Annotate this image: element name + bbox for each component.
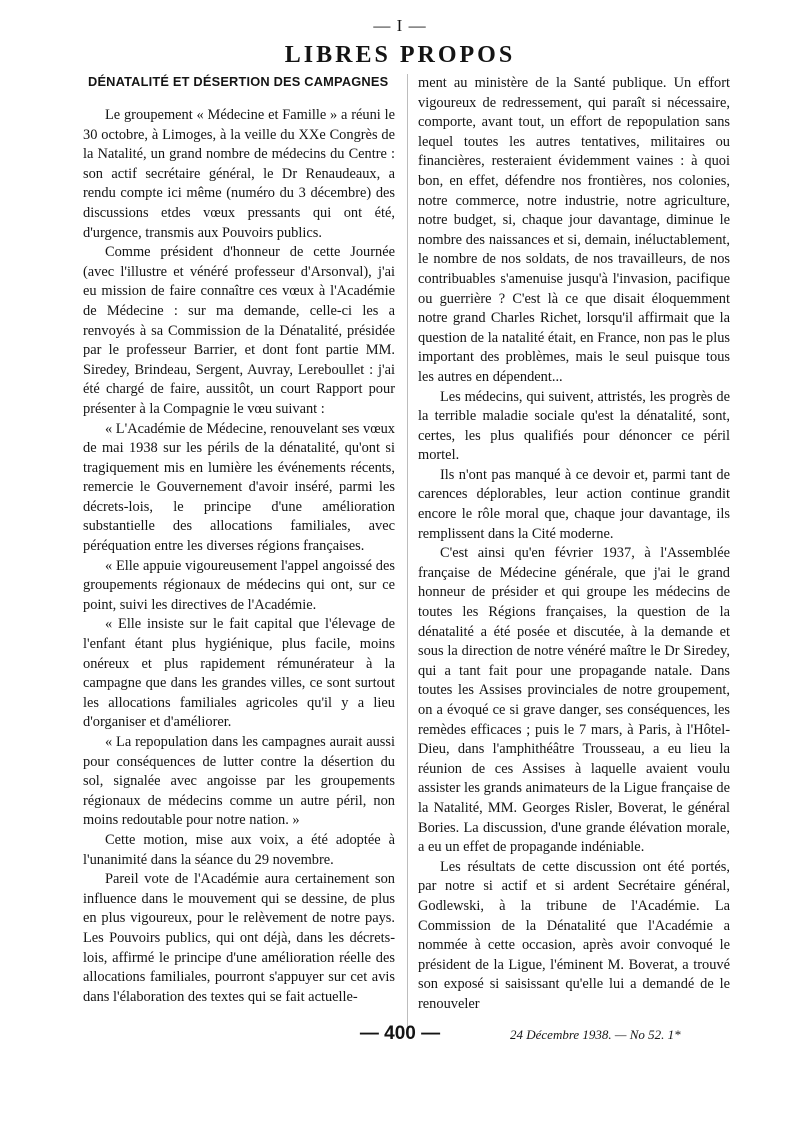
paragraph-continued: ment au ministère de la Santé publique. Un effort vigoureux de redressement, qui paraît si nécessaire, comporte, avant tout, un effort de repopulation sans lequel toutes les autres tentatives, militaires ou financières, resteraient évidemment vaines : à quoi bon, en effet, défendre nos frontières, nos colonies, notre commerce, notre industrie, notre agriculture, notre budget, si, chaque jour davantage, diminue le nombre des naissances et si, demain, inéluctablement, le nombre de nos soldats, de nos travailleurs, de nos contribuables s'amenuise jusqu'à l'invasion, pacifique ou guerrière ? C'est là ce que disait éloquemment notre grand Charles Richet, lorsqu'il affirmait que la question de la natalité était, en France, non pas le plus important des problèmes, mais le seul puisque tous les autres en dépendent... xyxy=(418,75,730,385)
top-page-number: — I — xyxy=(373,16,427,35)
column-divider xyxy=(407,74,408,1036)
paragraph: Les médecins, qui suivent, attristés, les progrès de la terrible maladie sociale qu'est la dénatalité, sont, certes, les plus qualifiés pour dénoncer ce péril mortel. xyxy=(418,388,730,464)
paragraph: C'est ainsi qu'en février 1937, à l'Assemblée française de Médecine générale, que j'ai le grand honneur de présider et qui groupe les médecins de toutes les Régions françaises, la question de la dénatalité a été posée et discutée, à la demande et sous la direction de notre vénéré maître le Dr Siredey, qui a tant fait pour une propagande natale. Dans toutes les Assises provinciales de notre groupement, on a évoqué ce si grave danger, ses conséquences, les remèdes efficaces ; puis le 7 mars, à Paris, à l'Hôtel-Dieu, dans l'amphithéâtre Trousseau, a eu lieu la réunion de ces Assises à laquelle avaient voulu assister les grands animateurs de la Ligue française de la Natalité, MM. Georges Risler, Boverat, le général Bories. La discussion, d'une grande élévation morale, a eu un effet de propagande indéniable. xyxy=(418,545,730,856)
footer xyxy=(0,1023,800,1049)
paragraph: Pareil vote de l'Académie aura certainement son influence dans le mouvement qui se dessine, de plus en plus vigoureux, pour le relèvement de notre pays. Les Pouvoirs publics, qui ont déjà, dans les décrets-lois, affirmé le principe d'une amélioration réelle des allocations familiales, pourront s'appuyer sur cet avis dans l'élaboration des textes qui se fait actuelle- xyxy=(83,871,395,1005)
paragraph: Cette motion, mise aux voix, a été adoptée à l'unanimité dans la séance du 29 novembre. xyxy=(83,831,395,868)
paragraph: Les résultats de cette discussion ont été portés, par notre si actif et si ardent Secrétaire général, Godlewski, à la tribune de l'Académie. La Commission de la Dénatalité que l'Académie a nommée à cette occasion, après avoir convoqué le président de la Ligue, l'éminent M. Boverat, a trouvé son exposé si saisissant qu'elle lui a demandé de le renouveler xyxy=(418,858,730,1012)
paragraph: Ils n'ont pas manqué à ce devoir et, parmi tant de carences déplorables, leur action continue grandit encore le rôle moral que, chaque jour davantage, ils remplissent dans la Cité moderne. xyxy=(418,466,730,542)
footer-page-number: — 400 — xyxy=(359,1023,441,1044)
paragraph: « Elle appuie vigoureusement l'appel angoissé des groupements régionaux de médecins qui ont, sur ce point, suivi les directives de l'Académie. xyxy=(83,557,395,613)
left-column xyxy=(83,74,395,1007)
right-column xyxy=(418,74,730,1015)
page-title: LIBRES PROPOS xyxy=(284,42,516,68)
paragraph: « Elle insiste sur le fait capital que l'élevage de l'enfant étant plus hygiénique, plus facile, moins onéreux et plus rapidement rémunérateur à la campagne que dans les grandes villes, ce sont surtout les allocations familiales agricoles qu'il y a lieu d'organiser et d'améliorer. xyxy=(83,616,395,731)
paragraph: Le groupement « Médecine et Famille » a réuni le 30 octobre, à Limoges, à la veille du XXe Congrès de la Natalité, un grand nombre de médecins du Centre : son actif secrétaire général, le Dr Renaudeaux, a rendu compte ici même (numéro du 3 décembre) des discussions etdes vœux pressants qui ont été, d'urgence, transmis aux Pouvoirs publics. xyxy=(83,107,395,241)
paragraph: « L'Académie de Médecine, renouvelant ses vœux de mai 1938 sur les périls de la dénatalité, qu'ont si tragiquement mis en lumière les événements récents, remercie le Gouvernement d'avoir inséré, parmi les décrets-lois, le principe d'une amélioration substantielle des allocations familiales, avec péréquation entre les diverses régions françaises. xyxy=(83,420,395,555)
paragraph: Comme président d'honneur de cette Journée (avec l'illustre et vénéré professeur d'Arsonval), j'ai eu mission de faire connaître ces vœux à l'Académie de Médecine : sur ma demande, celle-ci les a renvoyés à sa Commission de la Dénatalité, présidée par le professeur Barrier, et dont font partie MM. Siredey, Brindeau, Sergent, Auvray, Lereboullet : j'ai été chargé de faire, aussitôt, un court Rapport pour présenter à la Compagnie le vœu suivant : xyxy=(83,244,395,417)
footer-issue-info: 24 Décembre 1938. — No 52. 1* xyxy=(510,1027,681,1042)
paragraph: « La repopulation dans les campagnes aurait aussi pour conséquences de lutter contre la désertion du sol, signalée avec angoisse par les groupements régionaux de médecins comme un autre péril, non moins redoutable pour notre nation. » xyxy=(83,734,395,829)
section-heading: DÉNATALITÉ ET DÉSERTION DES CAMPAGNES xyxy=(88,74,389,89)
